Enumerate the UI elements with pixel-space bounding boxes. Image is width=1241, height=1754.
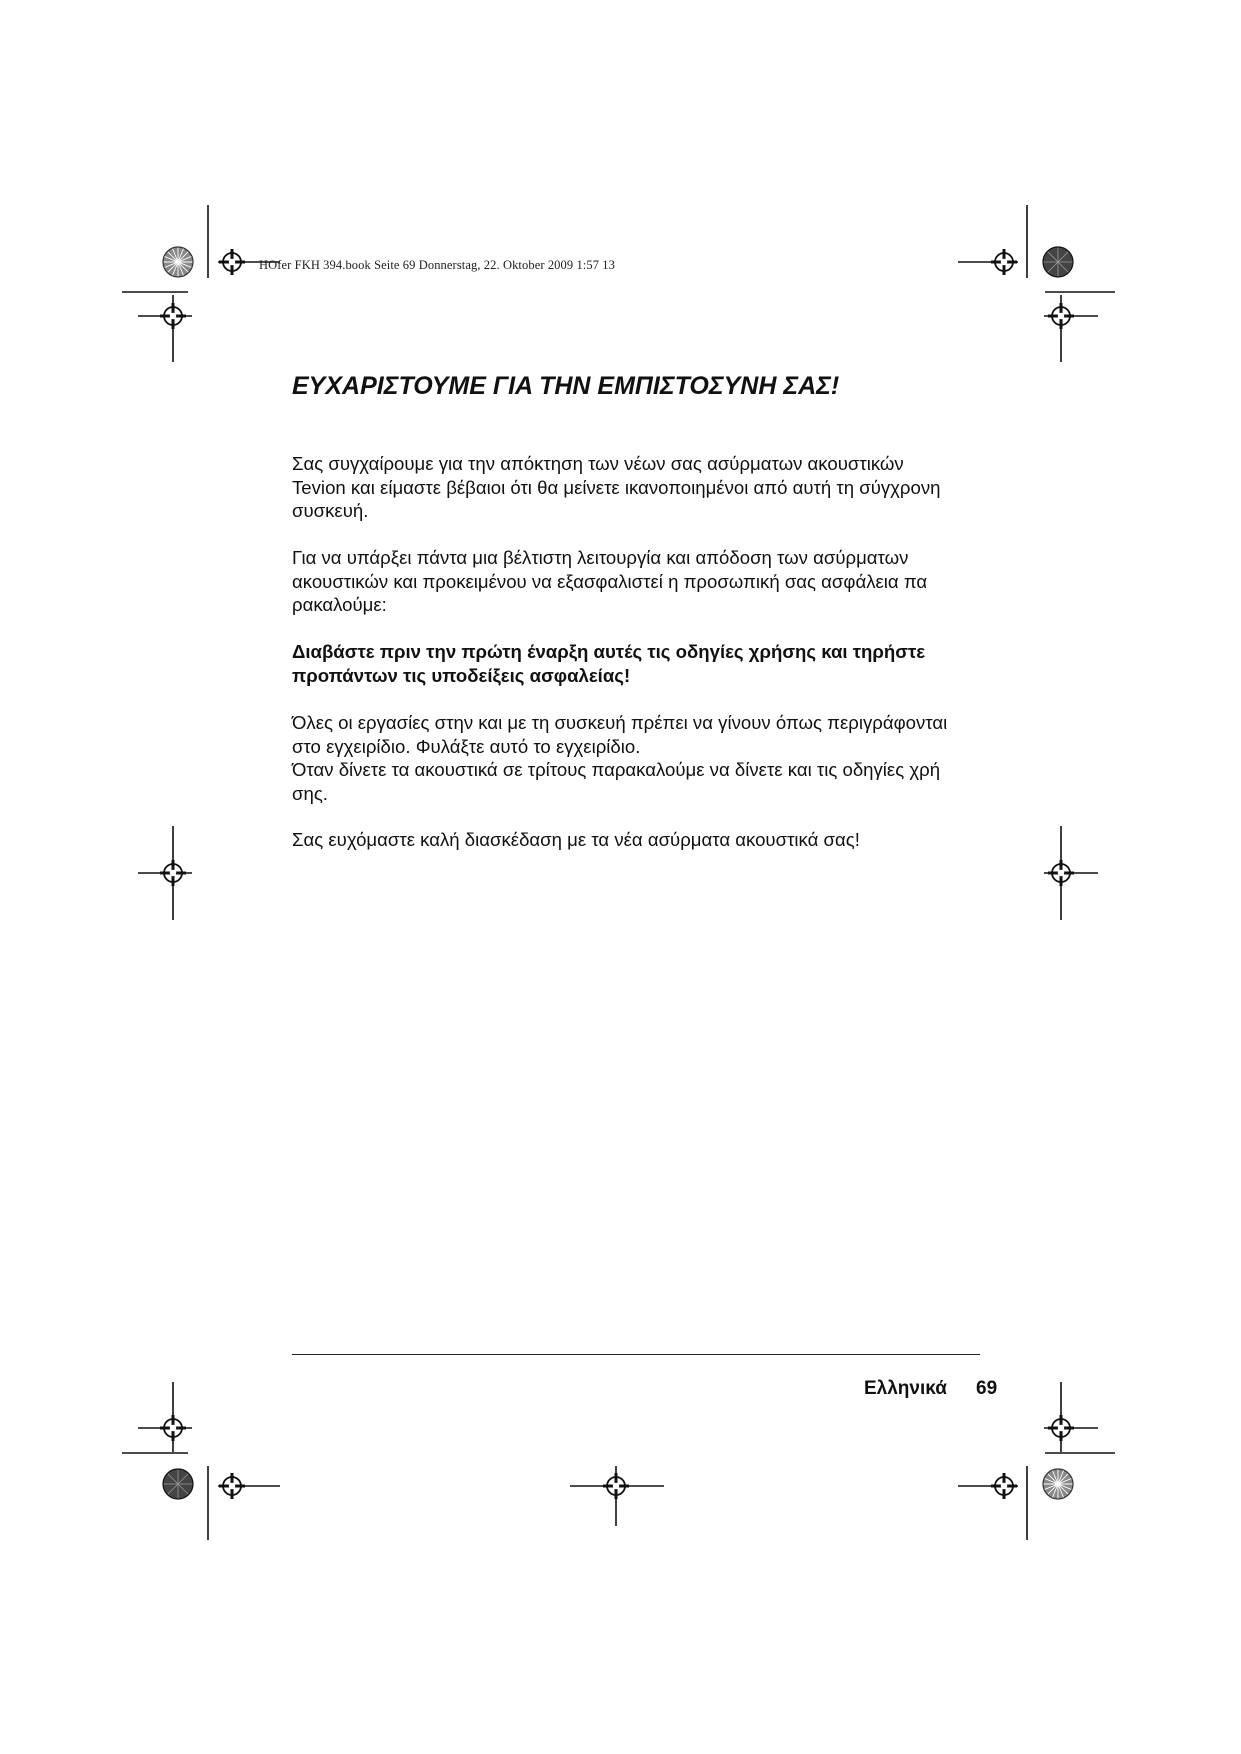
color-wheel-icon <box>1043 1469 1073 1499</box>
print-header-stamp: HOfer FKH 394.book Seite 69 Donnerstag, 22. Oktober 2009 1:57 13 <box>259 258 616 272</box>
text-line: Όλες οι εργασίες στην και με τη συσκευή πρέπει να γίνουν όπως περιγράφονται <box>292 712 948 733</box>
crosshair-icon <box>991 249 1017 275</box>
crosshair-icon <box>160 860 186 886</box>
page-number: 69 <box>976 1378 998 1399</box>
crosshair-icon <box>1048 860 1074 886</box>
text-line: Για να υπάρξει πάντα μια βέλτιστη λειτουργία και απόδοση των ασύρματων <box>292 547 909 568</box>
color-wheel-icon <box>163 247 193 277</box>
paragraph-intro <box>292 452 1012 523</box>
text-line: Σας ευχόμαστε καλή διασκέδαση με τα νέα ασύρματα ακουστικά σας! <box>292 829 860 850</box>
footer-language: Ελληνικά <box>864 1378 947 1399</box>
color-wheel-icon <box>1043 247 1073 277</box>
crop-mark-top-left <box>122 205 280 362</box>
footer-divider <box>292 1354 980 1355</box>
color-wheel-icon <box>163 1469 193 1499</box>
text-line: στο εγχειρίδιο. Φυλάξτε αυτό το εγχειρίδιο. <box>292 735 641 757</box>
crosshair-icon <box>1048 1415 1074 1441</box>
paragraph-manual-instructions <box>292 711 1012 805</box>
crosshair-icon <box>160 1415 186 1441</box>
crop-mark-top-right <box>958 205 1115 362</box>
text-line: Διαβάστε πριν την πρώτη έναρξη αυτές τις οδηγίες χρήσης και τηρήστε <box>292 641 926 662</box>
crop-mark-middle-right <box>1044 826 1098 920</box>
paragraph-safety-warning <box>292 640 1012 687</box>
crop-mark-middle-left <box>138 826 192 920</box>
crop-mark-bottom-right <box>958 1382 1115 1540</box>
text-line: ακουστικών και προκειμένου να εξασφαλιστεί η προσωπική σας ασφάλεια πα <box>292 570 928 592</box>
crosshair-icon <box>603 1473 629 1499</box>
crosshair-icon <box>991 1473 1017 1499</box>
crosshair-icon <box>1048 303 1074 329</box>
crop-mark-bottom-left <box>122 1382 280 1540</box>
text-line: ρακαλούμε: <box>292 594 387 615</box>
text-line: συσκευή. <box>292 500 369 521</box>
crosshair-icon <box>219 1473 245 1499</box>
crop-mark-bottom-center <box>570 1466 664 1526</box>
paragraph-request <box>292 546 1012 617</box>
text-line: Όταν δίνετε τα ακουστικά σε τρίτους παρακαλούμε να δίνετε και τις οδηγίες χρή <box>292 759 941 780</box>
text-line: προπάντων τις υποδείξεις ασφαλείας! <box>292 664 631 686</box>
crosshair-icon <box>160 303 186 329</box>
crosshair-icon <box>219 249 245 275</box>
text-line: σης. <box>292 782 328 804</box>
text-line: Tevion και είμαστε βέβαιοι ότι θα μείνετε ικανοποιημένοι από αυτή τη σύγχρονη <box>292 476 941 498</box>
page-title: ΕΥΧΑΡΙΣΤΟΥΜΕ ΓΙΑ ΤΗΝ ΕΜΠΙΣΤΟΣΥΝΗ ΣΑΣ! <box>292 372 840 400</box>
text-line: Σας συγχαίρουμε για την απόκτηση των νέων σας ασύρματων ακουστικών <box>292 453 904 474</box>
paragraph-closing <box>292 828 1012 852</box>
